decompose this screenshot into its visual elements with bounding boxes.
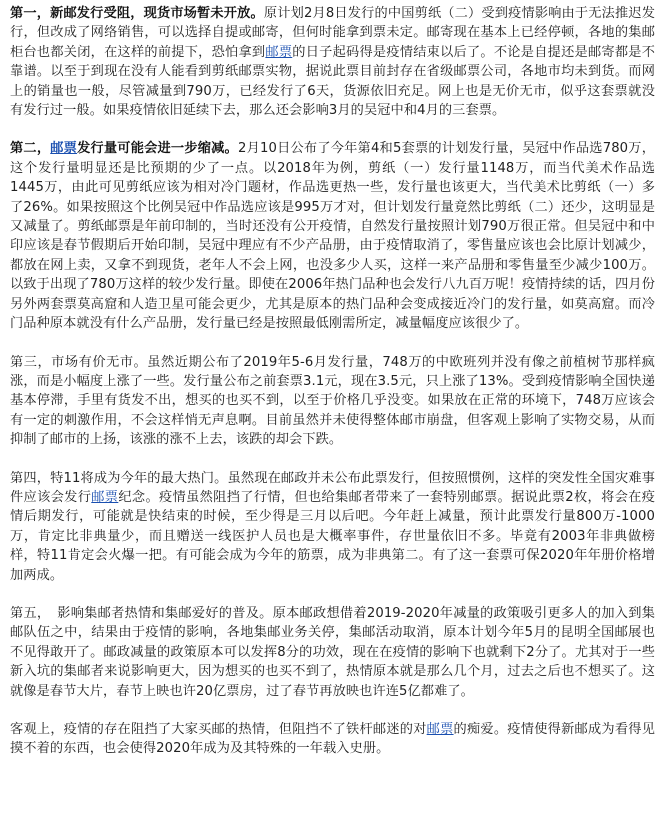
paragraph-text: 第三，市场有价无市。虽然近期公布了2019年5-6月发行量，748万的中欧班列并没有像之前植树节那样疯涨，而是小幅度上涨了一些。发行量公布之前套票3.1元，现在3.5元，只上涨了13%。受到疫情影响全国快递基本停滞，手里有货发不出，想买的也买不到，以至于价格几乎没变。如果放在正常的环境下，748万应该会有一定的刺激作用，不会这样悄无声息啊。目前虽然并未使得整体邮市崩盘，但客观上影响了实物交易，从而抑制了邮市的上扬，该涨的涨不上去，该跌的却会下跌。 xyxy=(10,354,655,448)
paragraph-heading: 第二， xyxy=(10,141,51,157)
stamp-keyword-link[interactable]: 邮票 xyxy=(265,44,293,60)
paragraph-text: 纪念。疫情虽然阻挡了行情，但也给集邮者带来了一套特别邮票。据说此票2枚，将会在疫情后期发行，可能就是快结束的时候，至少得是三月以后吧。今年赶上减量，预计此票发行量800万-1000万，肯定比非典量少，而且赠送一线医护人员也是大概率事件，存世量依旧不多。毕竟有2003年非典做榜样，特11肯定会火爆一把。有可能会成为今年的筋票，成为非典第二。有了这一套票可保2020年年册价格增加两成。 xyxy=(10,489,656,583)
paragraph-4 xyxy=(10,469,655,585)
paragraph-text: 的痴爱。疫情使得新邮成为看得见摸不着的东西，也会使得2020年成为及其特殊的一年载入史册。 xyxy=(10,722,655,757)
paragraph-6 xyxy=(10,720,655,759)
paragraph-text: 客观上，疫情的存在阻挡了大家买邮的热情，但阻挡不了铁杆邮迷的对 xyxy=(10,722,427,737)
paragraph-text: 2月10日公布了今年第4和5套票的计划发行量，吴冠中作品选780万，这个发行量明显还是比预期的少了一点。以2018年为例，剪纸（一）发行量1148万，而当代美术作品选1445万，由此可见剪纸应该为相对冷门题材，作品选更热一些，发行量也该更大，当代美术比剪纸（一）多了26%。如果按照这个比例吴冠中作品选应该是995万才对，但计划发行量竟然比剪纸（二）还少，这明显是又减量了。剪纸邮票是年前印制的，当时还没有公开疫情，自然发行量按照计划790万很正常。但吴冠中和中印应该是春节假期后开始印制，吴冠中理应有不少产品册，由于疫情取消了，零售量应该也会比原计划减少，都放在网上卖，又拿不到现货，老年人不会上网，也没多少人买，这样一来产品册和零售量至少减少100万。以致于出现了780万这样的较少发行量。即使在2006年热门品种也会发行八九百万呢！疫情持续的话，四月份另外两套票莫高窟和人造卫星可能会更少，尤其是原本的热门品种会变成接近冷门的发行量，如莫高窟。而冷门品种原本就没有什么产品册，发行量已经是按照最低刚需所定，减量幅度应该很少了。 xyxy=(10,141,655,332)
paragraph-5 xyxy=(10,604,655,701)
paragraph-text: 第五， 影响集邮者热情和集邮爱好的普及。原本邮政想借着2019-2020年减量的政策吸引更多人的加入到集邮队伍之中，结果由于疫情的影响，各地集邮业务关停，集邮活动取消，原本计划今年5月的昆明全国邮展也不见得敢开了。邮政减量的政策原本可以发挥8分的功效，现在在疫情的影响下也就剩下2分了。尤其对于一些新入坑的集邮者来说影响更大，因为想买的也买不到了，热情原本就是那么几个月，过去之后也不想买了。这就像是春节大片，春节上映也许20亿票房，过了春节再放映也许连5亿都难了。 xyxy=(10,605,655,699)
stamp-keyword-link[interactable]: 邮票 xyxy=(426,722,454,737)
paragraph-1 xyxy=(10,4,655,120)
paragraph-heading: 第一，新邮发行受阻，现货市场暂未开放。 xyxy=(10,6,264,21)
paragraph-text: 的日子起码得是疫情结束以后了。不论是自提还是邮寄都是不靠谱。以至于到现在没有人能看到剪纸邮票实物，据说此票目前封存在省级邮票公司，各地市均未到货。而网上的销量也一般，尽管减量到790万，已经发行了6天，货源依旧充足。网上也是无价无市，似乎这套票就没有发行过一般。如果疫情依旧延续下去，那么还会影响3月的吴冠中和4月的三套票。 xyxy=(10,44,656,119)
paragraph-heading: 发行量可能会进一步缩减。 xyxy=(77,141,238,157)
paragraph-3 xyxy=(10,353,655,450)
paragraph-2 xyxy=(10,139,655,333)
stamp-keyword-link[interactable]: 邮票 xyxy=(91,489,119,505)
stamp-keyword-link[interactable]: 邮票 xyxy=(50,141,78,157)
paragraph-text: 原计划2月8日发行的中国剪纸（二）受到疫情影响由于无法推迟发行，但改成了网络销售，可以选择自提或邮寄，但何时能拿到票未定。邮寄现在基本上已经停顿，各地的集邮柜台也都关闭，在这样的前提下，恐怕拿到 xyxy=(10,6,656,60)
paragraph-text: 第四，特11将成为今年的最大热门。虽然现在邮政并未公布此票发行，但按照惯例，这样的突发性全国灾难事件应该会发行 xyxy=(10,470,655,505)
